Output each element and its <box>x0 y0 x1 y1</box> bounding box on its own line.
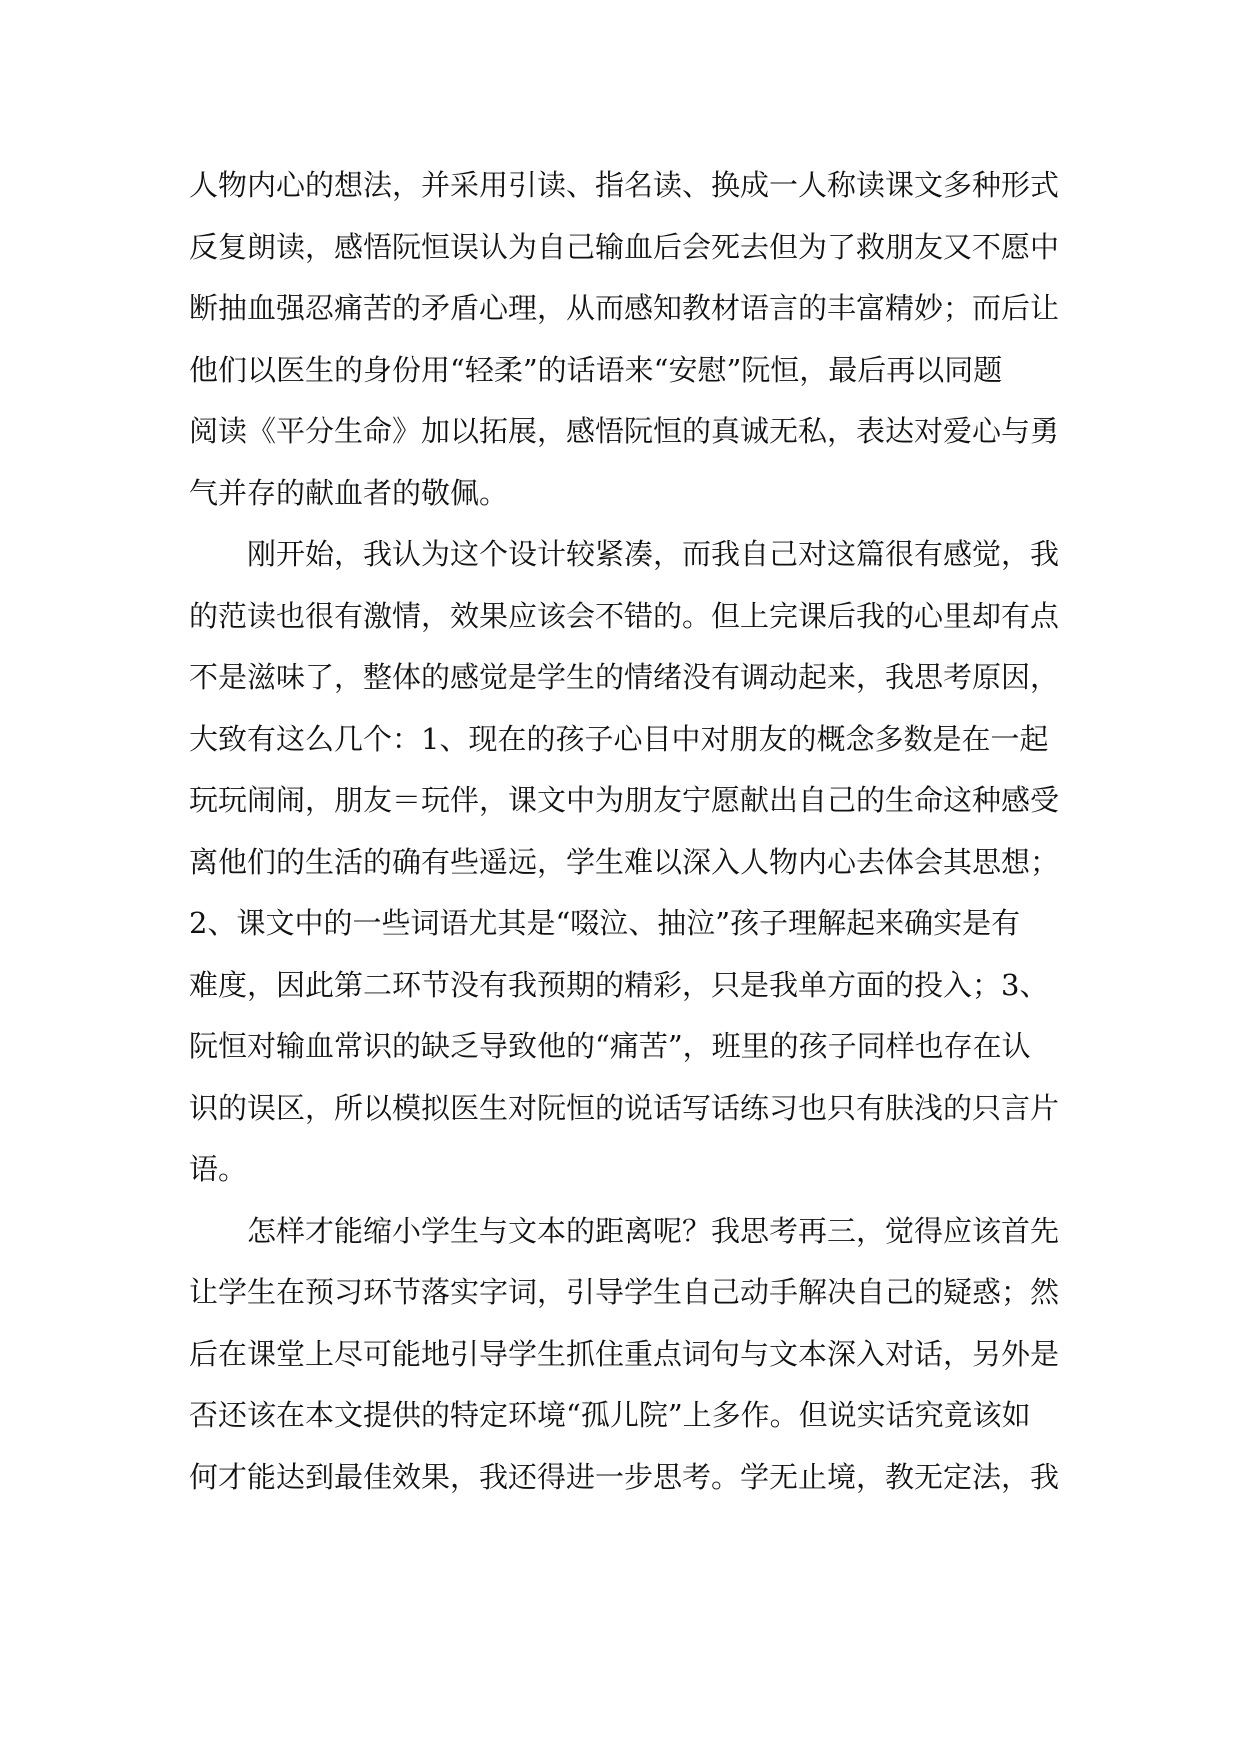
text-line: 否还该在本文提供的特定环境“孤儿院”上多作。但说实话究竟该如 <box>189 1398 1031 1432</box>
text-line: 怎样才能缩小学生与文本的距离呢？我思考再三，觉得应该首先 <box>189 1213 1059 1248</box>
text-line: 后在课堂上尽可能地引导学生抓住重点词句与文本深入对话，另外是 <box>189 1336 1059 1371</box>
text-line: 不是滋味了，整体的感觉是学生的情绪没有调动起来，我思考原因， <box>189 660 1059 694</box>
text-line: 人物内心的想法，并采用引读、指名读、换成一人称读课文多种形式 <box>189 168 1059 202</box>
text-line: 气并存的献血者的敬佩。 <box>189 475 509 510</box>
text-line: 2、课文中的一些词语尤其是“啜泣、抽泣”孩子理解起来确实是有 <box>189 906 1021 940</box>
text-line: 反复朗读，感悟阮恒误认为自己输血后会死去但为了救朋友又不愿中 <box>189 229 1059 264</box>
document-body <box>189 155 1059 1508</box>
text-line: 语。 <box>189 1152 248 1186</box>
text-line: 难度，因此第二环节没有我预期的精彩，只是我单方面的投入；3、 <box>189 967 1049 1002</box>
text-line: 离他们的生活的确有些遥远，学生难以深入人物内心去体会其思想； <box>189 844 1059 879</box>
text-line: 阮恒对输血常识的缺乏导致他的“痛苦”，班里的孩子同样也存在认 <box>189 1029 1031 1063</box>
text-line: 刚开始，我认为这个设计较紧凑，而我自己对这篇很有感觉，我 <box>189 537 1059 571</box>
text-line: 大致有这么几个：1、现在的孩子心目中对朋友的概念多数是在一起 <box>189 721 1049 756</box>
text-line: 的范读也很有激情，效果应该会不错的。但上完课后我的心里却有点 <box>189 598 1059 633</box>
text-line: 让学生在预习环节落实字词，引导学生自己动手解决自己的疑惑；然 <box>189 1275 1059 1309</box>
text-line: 何才能达到最佳效果，我还得进一步思考。学无止境，教无定法，我 <box>189 1459 1059 1494</box>
text-line: 他们以医生的身份用“轻柔”的话语来“安慰”阮恒，最后再以同题 <box>189 352 1003 387</box>
text-line: 识的误区，所以模拟医生对阮恒的说话写话练习也只有肤浅的只言片 <box>189 1090 1059 1125</box>
text-line: 断抽血强忍痛苦的矛盾心理，从而感知教材语言的丰富精妙；而后让 <box>189 291 1059 325</box>
text-line: 阅读《平分生命》加以拓展，感悟阮恒的真诚无私，表达对爱心与勇 <box>189 414 1059 448</box>
text-line: 玩玩闹闹，朋友＝玩伴，课文中为朋友宁愿献出自己的生命这种感受 <box>189 783 1059 817</box>
